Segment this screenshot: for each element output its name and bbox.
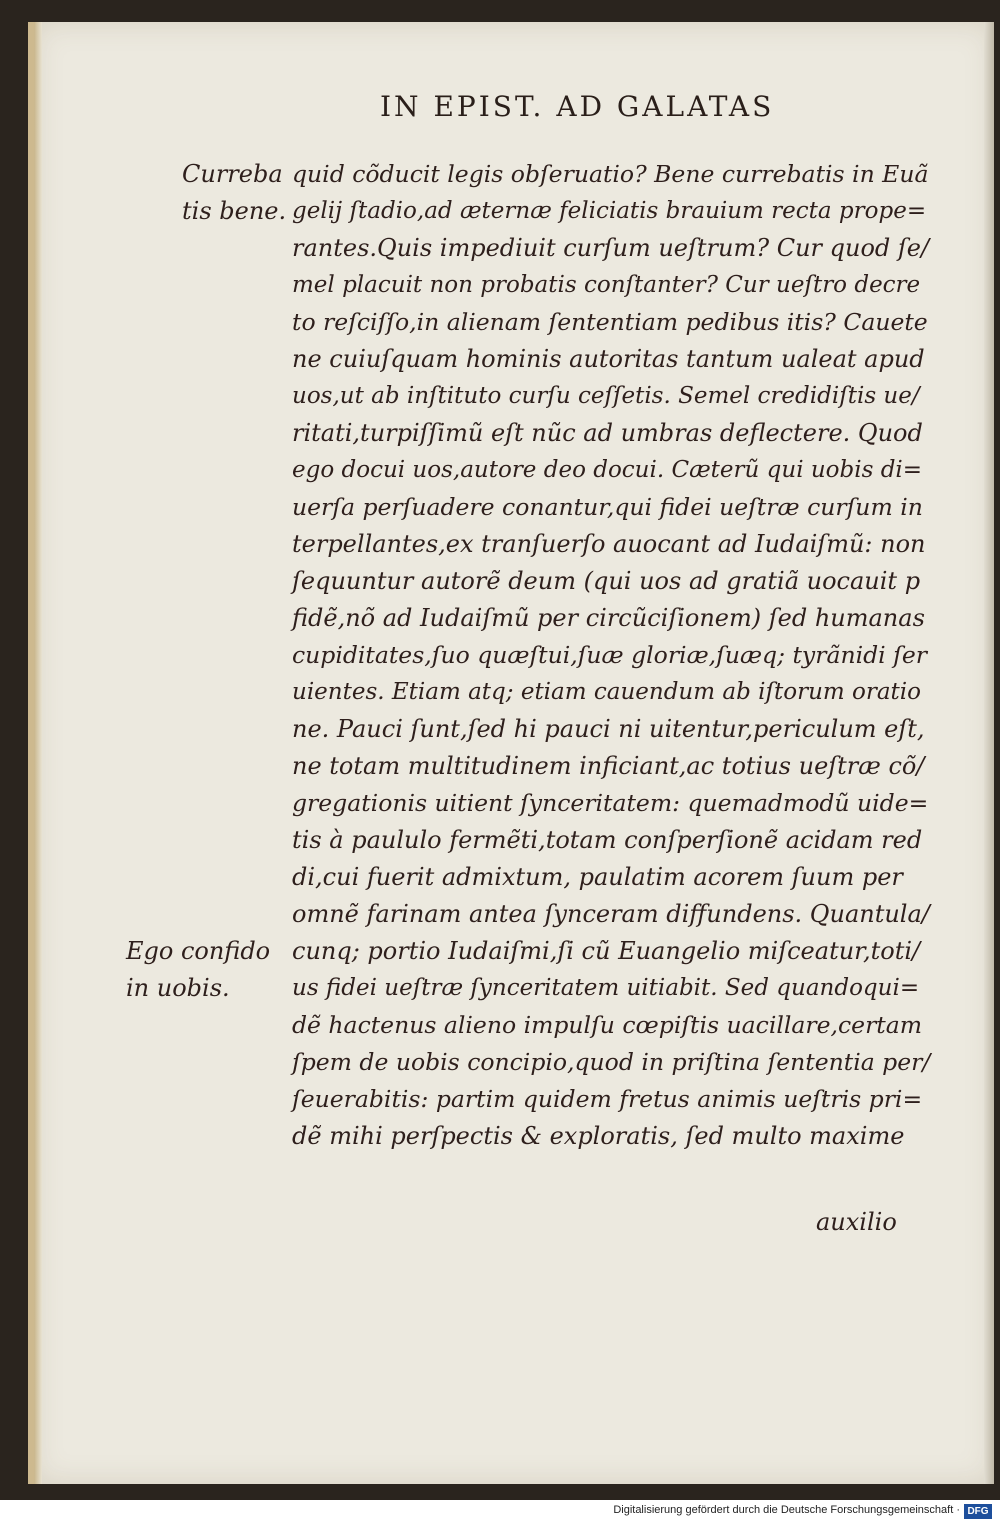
text-line: gelij ſtadio,ad æternæ feliciatis brauium recta prope=: [292, 198, 927, 224]
text-line: tis à paululo fermẽti,totam conſperſionẽ acidam red: [292, 826, 923, 854]
text-line: to reſciſſo,in alienam ſententiam pedibus itis? Cauete: [292, 308, 928, 336]
marginal-note-line: Curreba: [182, 160, 283, 188]
text-line: ego docui uos,autore deo docui. Cæterũ qui uobis di=: [292, 457, 923, 483]
text-line: rantes.Quis impediuit curſum ueſtrum? Cur quod ſe/: [292, 234, 930, 262]
text-line: mel placuit non probatis conſtanter? Cur ueſtro decre: [292, 272, 921, 298]
text-line: ſequuntur autorẽ deum (qui uos ad gratiã uocauit p: [292, 567, 921, 595]
text-line: uientes. Etiam atq; etiam cauendum ab iſtorum oratio: [292, 679, 921, 705]
text-line: uos,ut ab inſtituto curſu ceſſetis. Semel credidiſtis ue/: [292, 383, 920, 409]
marginal-note-2: [126, 933, 270, 1007]
marginal-note-line: in uobis.: [126, 974, 230, 1002]
text-line: dẽ hactenus alieno impulſu cœpiſtis uacillare,certam: [292, 1011, 923, 1039]
text-line: cupiditates,ſuo quæſtui,ſuæ gloriæ,ſuæq; tyrãnidi ſer: [292, 641, 927, 669]
text-line: ne cuiuſquam hominis autoritas tantum ualeat apud: [292, 345, 925, 373]
dfg-logo: DFG: [964, 1504, 992, 1519]
main-text-block: [292, 156, 932, 1155]
page-fore-edge: [984, 22, 994, 1484]
text-line: terpellantes,ex tranſuerſo auocant ad Iudaiſmũ: non: [292, 530, 926, 558]
text-line: ne. Pauci ſunt,ſed hi pauci ni uitentur,periculum eſt,: [292, 715, 925, 743]
marginal-note-1: [182, 156, 286, 230]
text-line: ne totam multitudinem inficiant,ac totius ueſtræ cõ/: [292, 752, 925, 780]
text-line: us fidei ueſtræ ſynceritatem uitiabit. Sed quandoqui=: [292, 975, 920, 1001]
text-line: gregationis uitient ſynceritatem: quemadmodũ uide=: [292, 789, 929, 817]
text-line: dẽ mihi perſpectis & exploratis, ſed multo maxime: [292, 1122, 905, 1150]
funding-credit: Digitalisierung gefördert durch die Deutsche Forschungsgemeinschaft ·: [613, 1504, 960, 1516]
text-line: omnẽ farinam antea ſynceram diffundens. Quantula/: [292, 900, 930, 928]
text-line: ſeuerabitis: partim quidem fretus animis ueſtris pri=: [292, 1085, 923, 1113]
text-line: uerſa perſuadere conantur,qui fidei ueſtræ curſum in: [292, 493, 923, 521]
footer-bar: [0, 1500, 1000, 1524]
marginal-note-line: Ego confido: [126, 937, 271, 965]
text-line: ſpem de uobis concipio,quod in priſtina ſententia per/: [292, 1048, 931, 1076]
catchword: auxilio: [816, 1208, 897, 1236]
marginal-note-line: tis bene.: [182, 197, 287, 225]
page-gutter-edge: [34, 22, 42, 1484]
text-line: di,cui fuerit admixtum, paulatim acorem ſuum per: [292, 863, 903, 891]
text-line: cunq; portio Iudaiſmi,ſi cũ Euangelio miſceatur,toti/: [292, 937, 921, 965]
text-line: quid cõducit legis obſeruatio? Bene currebatis in Euã: [292, 160, 929, 188]
text-line: fidẽ,nõ ad Iudaiſmũ per circũciſionem) ſed humanas: [292, 604, 925, 632]
running-head: IN EPIST. AD GALATAS: [380, 90, 775, 123]
text-line: ritati,turpiſſimũ eſt nũc ad umbras deflectere. Quod: [292, 419, 923, 447]
